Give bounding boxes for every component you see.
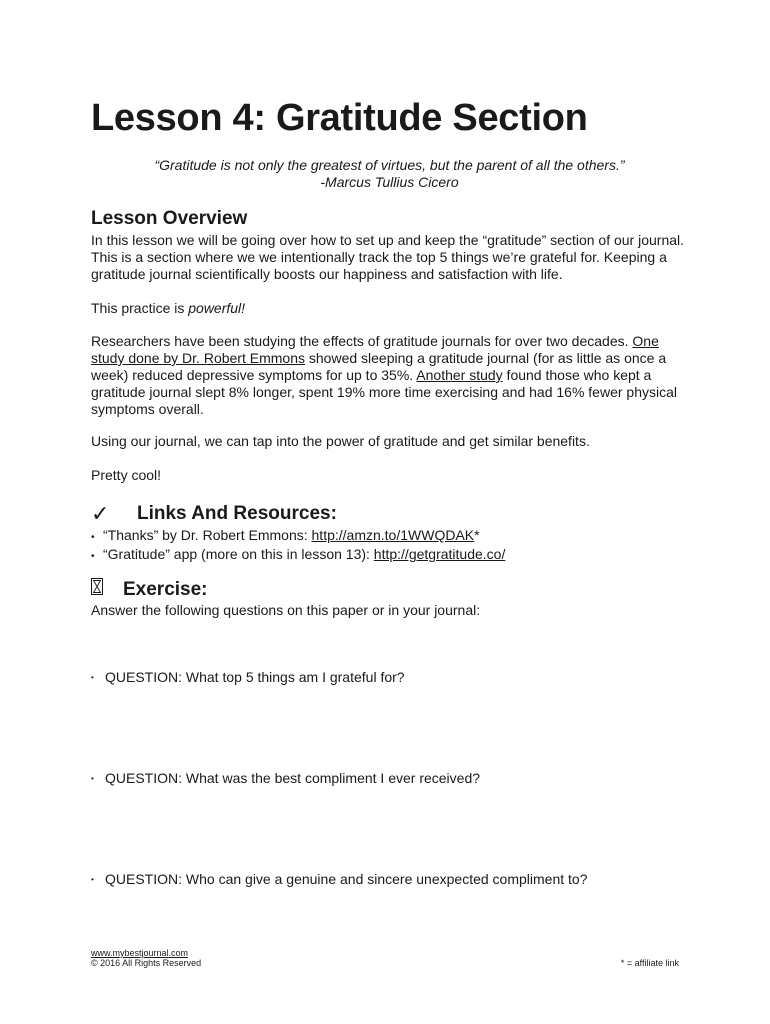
study-link-emmons[interactable]: study done by Dr. Robert Emmons	[91, 350, 305, 366]
question-3-text: QUESTION: Who can give a genuine and sincere unexpected compliment to?	[105, 871, 588, 887]
overview-p2-emphasis: powerful!	[188, 300, 246, 316]
quote-author: -Marcus Tullius Cicero	[320, 174, 459, 190]
affiliate-note: * = affiliate link	[620, 958, 679, 968]
bullet-icon: •	[91, 774, 94, 783]
exercise-heading	[91, 578, 208, 602]
overview-p1-line-3: gratitude journal scientifically boosts our happiness and satisfaction with life.	[91, 266, 563, 282]
question-1	[91, 669, 405, 686]
overview-paragraph-1	[91, 232, 691, 283]
checkmark-icon: ✓	[91, 501, 110, 526]
another-study-link[interactable]: Another study	[416, 367, 503, 383]
question-2	[91, 770, 480, 787]
resources-heading-text: Links And Resources:	[137, 503, 337, 524]
resources-heading	[91, 502, 337, 526]
overview-p3-text-3a: week) reduced depressive symptoms for up to 35%.	[91, 367, 417, 383]
page-title: Lesson 4: Gratitude Section	[91, 97, 588, 139]
resource-1-suffix: *	[474, 527, 480, 543]
overview-heading: Lesson Overview	[91, 208, 248, 229]
resources-list	[91, 527, 505, 565]
study-link-one[interactable]: One	[632, 333, 659, 349]
overview-p3-text-1: Researchers have been studying the effects of gratitude journals for over two decades.	[91, 333, 633, 349]
overview-p1-line-2: This is a section where we we intentionally track the top 5 things we’re grateful for. Keeping a	[91, 249, 667, 265]
overview-p3-text-3b: found those who kept a	[502, 367, 652, 383]
overview-p3-text-4: gratitude journal slept 8% longer, spent 19% more time exercising and had 16% fewer physical	[91, 384, 677, 400]
overview-p2-text: This practice is	[91, 300, 189, 316]
footer-left	[91, 948, 201, 968]
exercise-intro: Answer the following questions on this paper or in your journal:	[91, 602, 481, 618]
bullet-icon: •	[91, 551, 95, 562]
amazon-book-link[interactable]: http://amzn.to/1WWQDAK	[311, 527, 475, 543]
overview-paragraph-4: Using our journal, we can tap into the power of gratitude and get similar benefits.	[91, 433, 590, 449]
resource-1-prefix: “Thanks” by Dr. Robert Emmons:	[103, 527, 312, 543]
overview-p3-text-5: symptoms overall.	[91, 401, 204, 417]
overview-paragraph-5: Pretty cool!	[91, 467, 162, 483]
quote-text: “Gratitude is not only the greatest of virtues, but the parent of all the others.”	[154, 157, 625, 173]
list-item	[91, 546, 505, 565]
overview-paragraph-3	[91, 333, 691, 418]
overview-p3-text-2: showed sleeping a gratitude journal (for as little as once a	[305, 350, 667, 366]
epigraph-quote	[91, 157, 688, 191]
footer-copyright: © 2016 All Rights Reserved	[91, 958, 202, 968]
bullet-icon: •	[91, 875, 94, 884]
gratitude-app-link[interactable]: http://getgratitude.co/	[373, 546, 506, 562]
list-item	[91, 527, 505, 546]
question-2-text: QUESTION: What was the best compliment I ever received?	[105, 770, 481, 786]
bullet-icon: •	[91, 673, 94, 682]
overview-paragraph-2	[91, 300, 691, 317]
question-3	[91, 871, 587, 888]
hourglass-icon-svg	[91, 578, 103, 595]
hourglass-icon	[91, 578, 123, 602]
resource-2-prefix: “Gratitude” app (more on this in lesson 13):	[103, 546, 374, 562]
question-1-text: QUESTION: What top 5 things am I grateful for?	[105, 669, 405, 685]
overview-p1-line-1: In this lesson we will be going over how to set up and keep the “gratitude” section of our journal.	[91, 232, 685, 248]
footer-site-link[interactable]: www.mybestjournal.com	[91, 948, 189, 958]
bullet-icon: •	[91, 532, 95, 543]
exercise-heading-text: Exercise:	[123, 579, 208, 600]
